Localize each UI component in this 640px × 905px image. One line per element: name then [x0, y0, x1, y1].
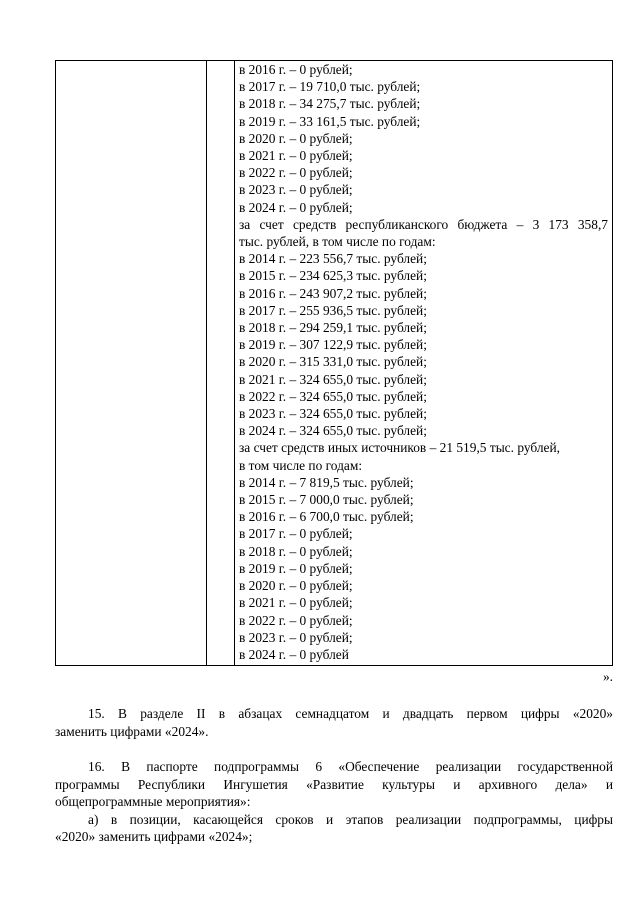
table-line: в 2021 г. – 324 655,0 тыс. рублей; — [239, 371, 427, 387]
table-line: в 2022 г. – 0 рублей; — [239, 612, 353, 628]
table-line: в 2014 г. – 7 819,5 тыс. рублей; — [239, 474, 414, 490]
paragraph-15-line: 15. В разделе II в абзацах семнадцатом и двадцать первом цифры «2020» — [88, 706, 613, 721]
table-line: в 2020 г. – 0 рублей; — [239, 130, 353, 146]
paragraph-16-line: общепрограммные мероприятия»: — [55, 794, 251, 809]
table-line: в 2024 г. – 0 рублей; — [239, 199, 353, 215]
table-line: в 2018 г. – 294 259,1 тыс. рублей; — [239, 320, 427, 336]
table-line: в 2023 г. – 324 655,0 тыс. рублей; — [239, 406, 427, 422]
paragraph-16-line: 16. В паспорте подпрограммы 6 «Обеспечение реализации государственной — [88, 759, 613, 774]
table-line: в 2024 г. – 324 655,0 тыс. рублей; — [239, 423, 427, 439]
table-line: в 2021 г. – 0 рублей; — [239, 148, 353, 164]
table-line: в 2019 г. – 307 122,9 тыс. рублей; — [239, 337, 427, 353]
table-line: за счет средств республиканского бюджета – 3 173 358,7 — [239, 216, 608, 232]
paragraph-16-line: «2020» заменить цифрами «2024»; — [55, 829, 253, 844]
paragraph-15-line: заменить цифрами «2024». — [55, 723, 209, 739]
table-line: в 2022 г. – 0 рублей; — [239, 165, 353, 181]
table-line: в 2024 г. – 0 рублей — [239, 646, 349, 662]
table-line: в 2023 г. – 0 рублей; — [239, 182, 353, 198]
table-line: в 2018 г. – 34 275,7 тыс. рублей; — [239, 96, 421, 112]
table-line: тыс. рублей, в том числе по годам: — [239, 234, 436, 250]
paragraph-16-line: а) в позиции, касающейся сроков и этапов реализации подпрограммы, цифры — [88, 811, 613, 827]
paragraph-16-line: программы Республики Ингушетия «Развитие культуры и архивного дела» и — [55, 776, 613, 792]
table-cell-separator — [207, 61, 235, 666]
table-line: в 2020 г. – 315 331,0 тыс. рублей; — [239, 354, 427, 370]
table-line: в 2015 г. – 7 000,0 тыс. рублей; — [239, 492, 414, 508]
table-line: в 2023 г. – 0 рублей; — [239, 629, 353, 645]
table-line: в 2014 г. – 223 556,7 тыс. рублей; — [239, 251, 427, 267]
paragraph-15 — [55, 705, 613, 740]
table-line: в 2016 г. – 0 рублей; — [239, 62, 353, 77]
table-line: в 2017 г. – 255 936,5 тыс. рублей; — [239, 302, 427, 318]
table-line: в 2019 г. – 0 рублей; — [239, 560, 353, 576]
table-line: в 2017 г. – 19 710,0 тыс. рублей; — [239, 79, 421, 95]
table-line: в 2016 г. – 6 700,0 тыс. рублей; — [239, 509, 414, 525]
paragraph-16 — [55, 758, 613, 846]
table-line: за счет средств иных источников – 21 519,5 тыс. рублей, — [239, 440, 560, 456]
table-line: в 2022 г. – 324 655,0 тыс. рублей; — [239, 388, 427, 404]
table-line: в 2018 г. – 0 рублей; — [239, 543, 353, 559]
table-cell-content — [235, 61, 613, 666]
table-line: в 2021 г. – 0 рублей; — [239, 595, 353, 611]
table-line: в 2015 г. – 234 625,3 тыс. рублей; — [239, 268, 427, 284]
table-line: в 2019 г. – 33 161,5 тыс. рублей; — [239, 113, 421, 129]
closing-quote: ». — [602, 669, 613, 684]
table-line: в 2016 г. – 243 907,2 тыс. рублей; — [239, 285, 427, 301]
table-line: в том числе по годам: — [239, 457, 363, 473]
table-cell-label — [56, 61, 207, 666]
table-line: в 2020 г. – 0 рублей; — [239, 578, 353, 594]
table-line: в 2017 г. – 0 рублей; — [239, 526, 353, 542]
financing-table — [55, 60, 613, 666]
